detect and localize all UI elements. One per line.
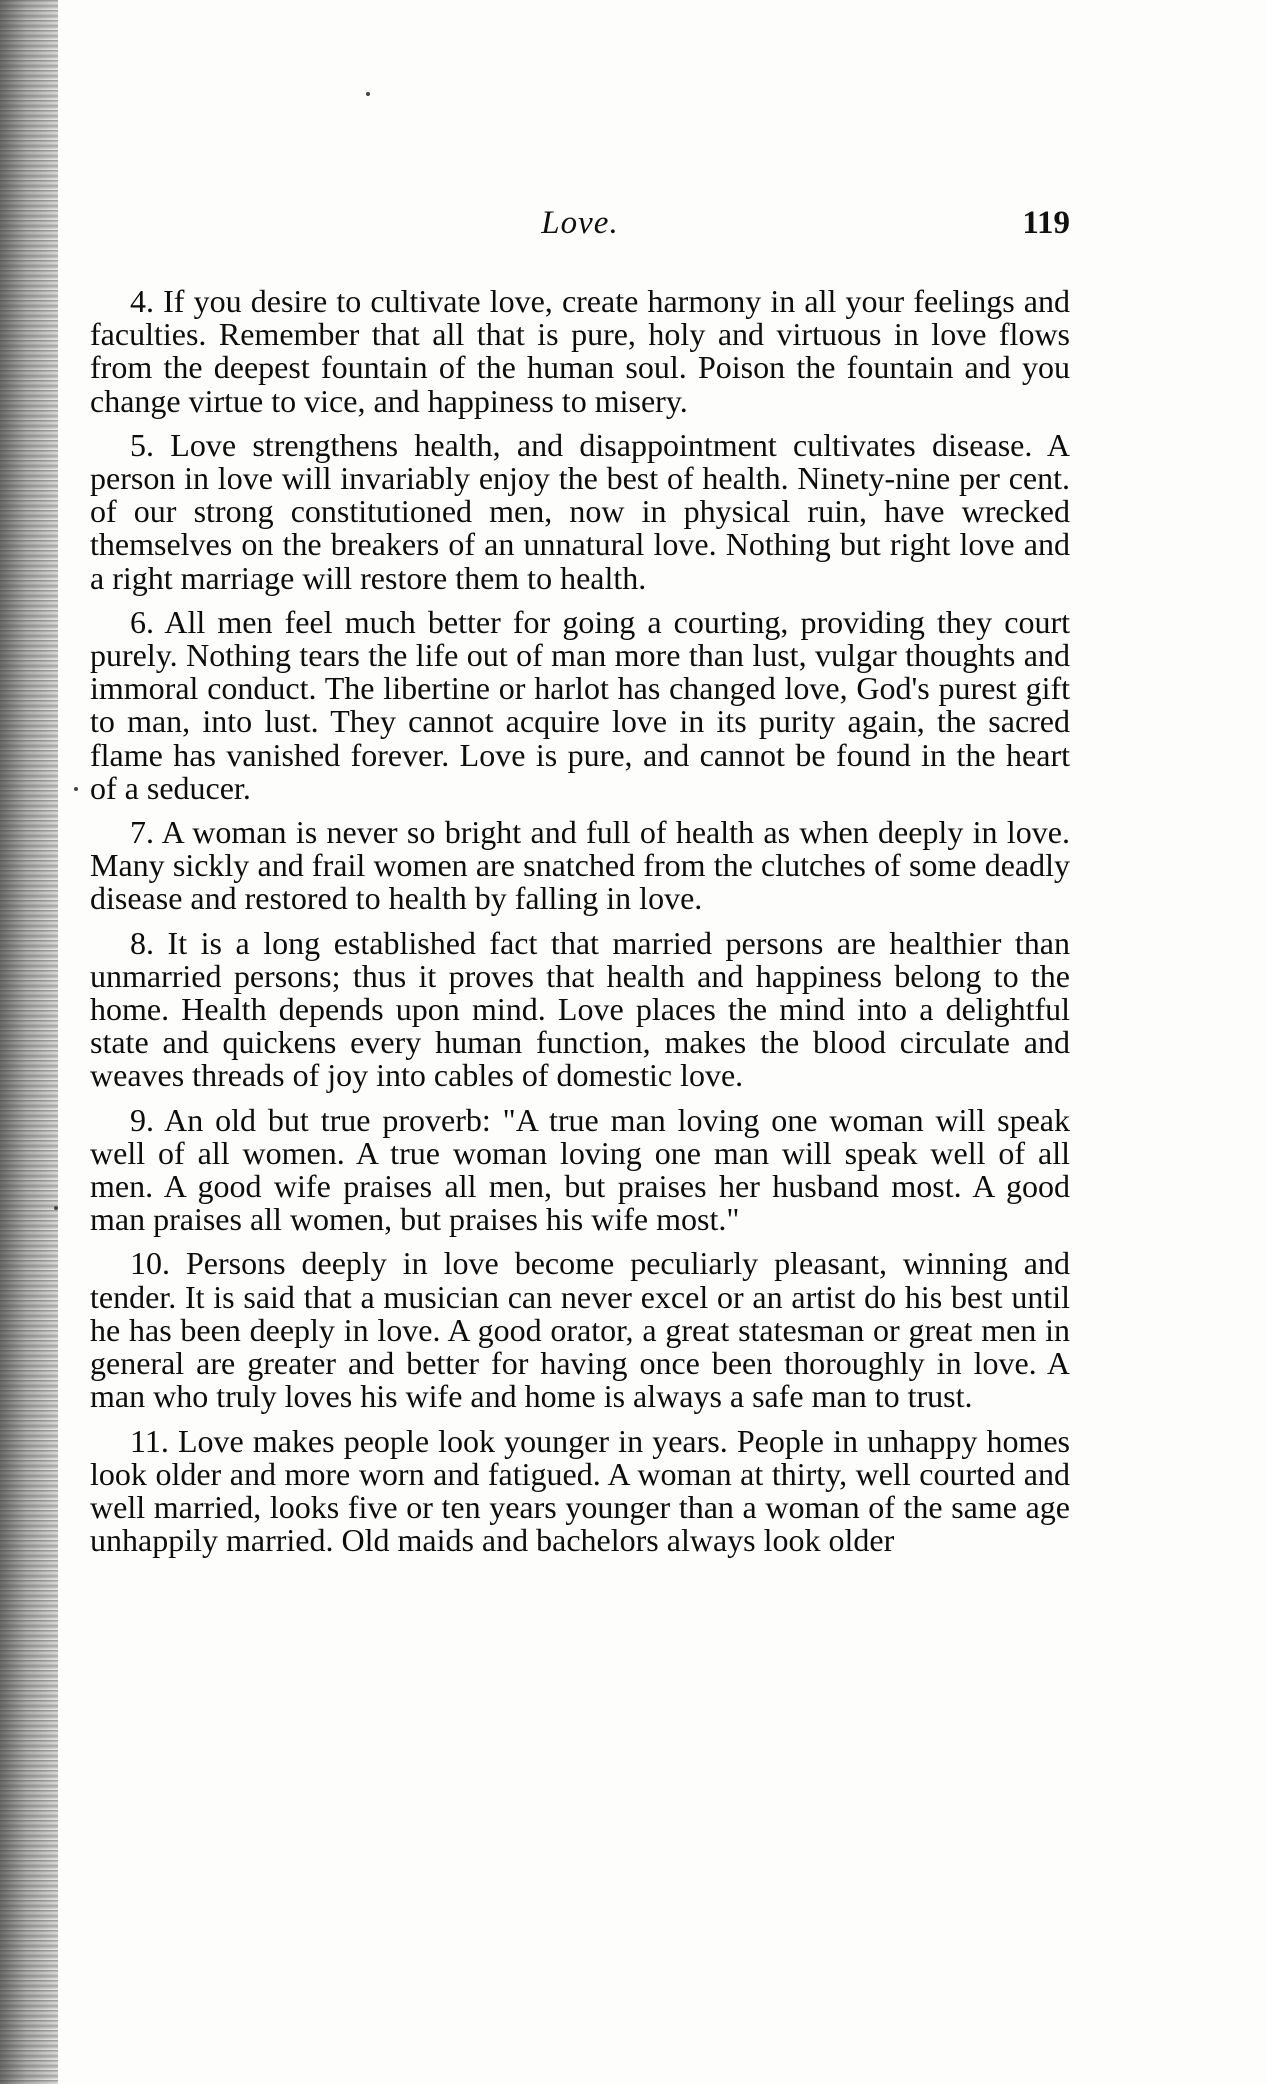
page-header <box>90 205 1070 255</box>
paragraph-7: 7. A woman is never so bright and full of health as when deeply in love. Many sickly and frail women are snatched from the clutches of some deadly disease and restored to health by falling in love. <box>90 814 1070 917</box>
paragraph-5: 5. Love strengthens health, and disappointment cultivates disease. A person in love will invariably enjoy the best of health. Ninety-nine per cent. of our strong constitutioned men, now in physical ruin, have wrecked themselves on the breakers of an unnatural love. Nothing but right love and a right marriage will restore them to health. <box>90 426 1070 596</box>
scan-speck <box>74 787 78 791</box>
paragraph-9: 9. An old but true proverb: "A true man loving one woman will speak well of all women. A true woman loving one man will speak well of all men. A good wife praises all men, but praises her husband most. A good man praises all women, but praises his wife most." <box>90 1101 1070 1238</box>
paragraph-11: 11. Love makes people look younger in years. People in unhappy homes look older and more worn and fatigued. A woman at thirty, well courted and well married, looks five or ten years younger than a woman of the same age unhappily married. Old maids and bachelors always look older <box>90 1422 1070 1559</box>
paragraph-10: 10. Persons deeply in love become peculiarly pleasant, winning and tender. It is said that a musician can never excel or an artist do his best until he has been deeply in love. A good orator, a great statesman or great men in general are greater and better for having once been thoroughly in love. A man who truly loves his wife and home is always a safe man to trust. <box>90 1245 1070 1415</box>
scan-speck <box>366 92 370 96</box>
scan-binding-shadow <box>0 0 58 2084</box>
body-text <box>90 285 1070 1568</box>
paragraph-8: 8. It is a long established fact that married persons are healthier than unmarried persons; thus it proves that health and happiness belong to the home. Health depends upon mind. Love places the mind into a delightful state and quickens every human function, makes the blood circulate and weaves threads of joy into cables of domestic love. <box>90 924 1070 1094</box>
page-number: 119 <box>1022 205 1070 241</box>
paragraph-6: 6. All men feel much better for going a courting, providing they court purely. Nothing tears the life out of man more than lust, vulgar thoughts and immoral conduct. The libertine or harlot has changed love, God's purest gift to man, into lust. They cannot acquire love in its purity again, the sacred flame has vanished forever. Love is pure, and cannot be found in the heart of a seducer. <box>90 603 1070 806</box>
paragraph-4: 4. If you desire to cultivate love, create harmony in all your feelings and faculties. Remember that all that is pure, holy and virtuous in love flows from the deepest fountain of the human soul. Poison the fountain and you change virtue to vice, and happiness to misery. <box>90 283 1070 419</box>
running-title: Love. <box>541 205 619 241</box>
scan-speck <box>54 1206 58 1210</box>
